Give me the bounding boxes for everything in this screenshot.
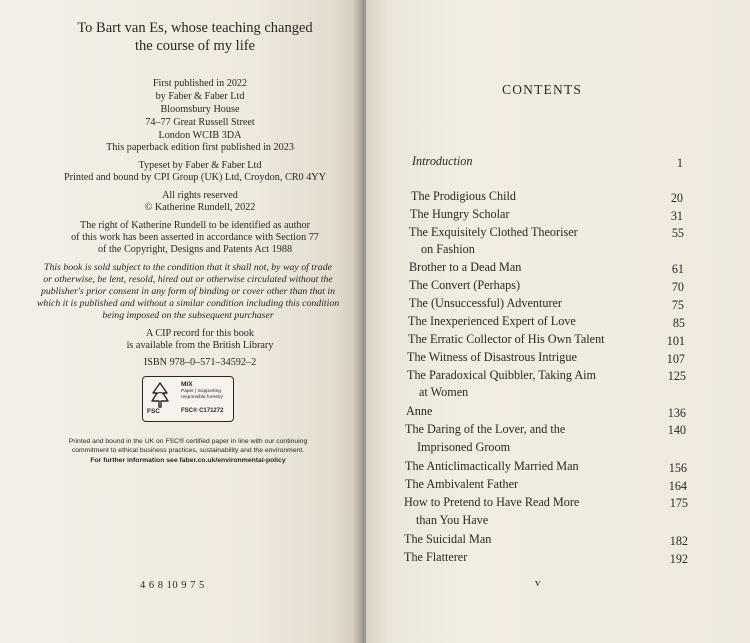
- page-folio: v: [535, 577, 541, 589]
- imprint-line: This paperback edition first published in 2023: [106, 142, 294, 153]
- fsc-tree-icon: [149, 381, 171, 411]
- toc-entry-title: The Erratic Collector of His Own Talent: [408, 332, 605, 346]
- toc-entry-title: The Paradoxical Quibbler, Taking Aim: [407, 368, 596, 382]
- toc-entry-title: The Flatterer: [404, 550, 468, 564]
- toc-entry-page: 55: [671, 226, 684, 240]
- toc-entry-title: The (Unsuccessful) Adventurer: [409, 296, 562, 310]
- author-right-line: of the Copyright, Designs and Patents Act 1988: [97, 244, 293, 255]
- toc-entry-title: The Exquisitely Clothed Theoriser: [409, 225, 578, 239]
- imprint-line: by Faber & Faber Ltd: [155, 91, 245, 102]
- author-right-line: of this work has been asserted in accordance with Section 77: [71, 232, 319, 243]
- isbn: ISBN 978–0–571–34592–2: [143, 357, 257, 368]
- toc-entry-title: The Inexperienced Expert of Love: [408, 314, 576, 328]
- condition-line: This book is sold subject to the condition that it shall not, by way of trade: [44, 262, 332, 273]
- dedication-line: the course of my life: [135, 38, 255, 54]
- imprint-line: First published in 2022: [152, 78, 248, 89]
- fsc-logo-label: FSC: [147, 408, 160, 415]
- toc-entry-page: 31: [670, 209, 683, 223]
- condition-line: which it is published and without a similar condition including this condition: [36, 298, 340, 309]
- rights-line: All rights reserved: [162, 190, 238, 201]
- toc-entry-page: 125: [667, 369, 686, 383]
- toc-entry-title: How to Pretend to Have Read More: [404, 495, 580, 509]
- toc-entry-title: Brother to a Dead Man: [409, 260, 522, 274]
- toc-entry-page: 85: [672, 316, 685, 330]
- condition-line: being imposed on the subsequent purchaser: [102, 310, 274, 321]
- condition-line: publisher's prior consent in any form of binding or cover other than that in: [40, 286, 336, 297]
- imprint-line: Bloomsbury House: [160, 104, 240, 115]
- author-right-line: The right of Katherine Rundell to be identified as author: [80, 220, 310, 231]
- dedication-line: To Bart van Es, whose teaching changed: [77, 20, 313, 36]
- toc-entry-page: 101: [666, 334, 685, 348]
- toc-entry-title: The Anticlimactically Married Man: [405, 459, 579, 473]
- toc-entry-title: The Prodigious Child: [411, 189, 516, 203]
- toc-entry-title: Anne: [406, 404, 433, 418]
- toc-entry-title: The Suicidal Man: [404, 532, 492, 546]
- printed-note-line: For further information see faber.co.uk/environmental-policy: [90, 457, 286, 464]
- fsc-paper-line: responsible forestry: [181, 394, 223, 400]
- imprint-line: London WCIB 3DA: [158, 130, 242, 141]
- toc-entry-title: Introduction: [412, 154, 473, 168]
- toc-entry-page: 61: [671, 262, 684, 276]
- printed-note-line: commitment to ethical business practices, sustainability and the environment.: [71, 447, 305, 454]
- toc-entry-page: 175: [669, 496, 688, 510]
- toc-entry-title: The Daring of the Lover, and the: [405, 422, 566, 436]
- cip-line: A CIP record for this book: [146, 328, 254, 339]
- toc-entry-page: 107: [666, 352, 685, 366]
- toc-entry-title: than You Have: [416, 513, 489, 527]
- toc-entry-page: 156: [668, 461, 687, 475]
- fsc-code: FSC® C171272: [181, 408, 224, 414]
- cip-line: is available from the British Library: [126, 340, 274, 351]
- copyright-line: © Katherine Rundell, 2022: [144, 202, 256, 213]
- toc-entry-page: 75: [671, 298, 684, 312]
- toc-entry-page: 136: [667, 406, 686, 420]
- toc-entry-title: The Ambivalent Father: [405, 477, 519, 491]
- printed-note-line: Printed and bound in the UK on FSC® certified paper in line with our continuing: [68, 438, 308, 445]
- toc-entry-title: on Fashion: [421, 242, 475, 256]
- toc-entry-page: 1: [676, 156, 683, 170]
- typeset-line: Typeset by Faber & Faber Ltd: [138, 160, 262, 171]
- copyright-page: [0, 0, 362, 643]
- toc-entry-page: 20: [670, 191, 683, 205]
- printed-by-line: Printed and bound by CPI Group (UK) Ltd, Croydon, CR0 4YY: [63, 172, 327, 183]
- print-line: 4 6 8 10 9 7 5: [140, 580, 205, 591]
- toc-entry-title: The Witness of Disastrous Intrigue: [407, 350, 577, 364]
- condition-line: or otherwise, be lent, resold, hired out or otherwise circulated without the: [43, 274, 333, 285]
- imprint-line: 74–77 Great Russell Street: [145, 117, 255, 128]
- toc-entry-page: 140: [667, 423, 686, 437]
- fsc-paper-line: Paper | Supporting: [181, 389, 221, 394]
- toc-entry-page: 70: [671, 280, 684, 294]
- toc-entry-page: 164: [668, 479, 687, 493]
- toc-entry-title: The Hungry Scholar: [410, 207, 510, 221]
- fsc-paper-text: [181, 389, 231, 400]
- toc-entry-title: The Convert (Perhaps): [409, 278, 521, 292]
- contents-heading: CONTENTS: [502, 82, 583, 97]
- toc-entry-title: at Women: [419, 385, 469, 399]
- toc-entry-page: 182: [669, 534, 688, 548]
- fsc-mix: MIX: [181, 381, 193, 388]
- toc-entry-title: Imprisoned Groom: [417, 440, 511, 454]
- toc-entry-page: 192: [669, 552, 688, 566]
- fsc-badge: [142, 376, 234, 422]
